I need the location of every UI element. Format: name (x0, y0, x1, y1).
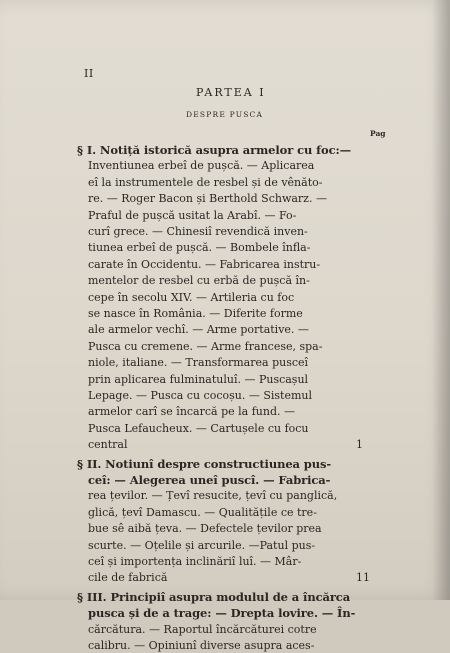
toc-entry-line: ceî: — Alegerea uneî puscî. — Fabrica- (88, 472, 331, 487)
toc-entry-line: eî la instrumentele de resbel și de vênăto- (88, 175, 323, 189)
toc-entry-line: cile de fabrică (88, 571, 168, 585)
toc-entry-line: Praful de pușcă usitat la Arabî. — Fo- (88, 208, 297, 222)
toc-entry-line: tiunea erbeî de pușcă. — Bombele înfla- (88, 241, 311, 255)
toc-entry-line: curî grece. — Chinesiî revendică inven- (88, 225, 308, 238)
toc-entry-line: carate în Occidentu. — Fabricarea instru- (88, 257, 321, 271)
toc-entry-line: pusca și de a trage: — Drepta lovire. — În- (88, 606, 356, 621)
toc-entry-line: bue sê aibă țeva. — Defectele țevilor prea (88, 522, 322, 536)
toc-entry-line: se nasce în România. — Diferite forme (88, 307, 303, 320)
toc-entry-heading: § I. Notiță istorică asupra armelor cu foc:— (77, 143, 352, 157)
toc-entry-line: cepe în secolu XIV. — Artileria cu foc (88, 290, 295, 304)
toc-entry-line: central (88, 438, 128, 452)
toc-page-ref: 11 (356, 571, 370, 585)
part-title: PARTEA I (196, 86, 266, 99)
toc-entry-line: prin aplicarea fulminatuluî. — Puscașul (88, 372, 309, 386)
toc-entry-line: Lepage. — Pusca cu cocoșu. — Sistemul (88, 389, 312, 402)
toc-entry-heading: § III. Principiî asupra modulul de a încărca (77, 589, 351, 604)
toc-entry-line: calibru. — Opiniunî diverse asupra aces- (88, 638, 315, 652)
page-spine-shadow (432, 0, 450, 600)
toc-page-ref: 1 (356, 438, 363, 452)
part-subtitle: DESPRE PUSCA (186, 110, 264, 119)
toc-entry-line: ceî și importența inclinăriî luî. — Mâr- (88, 554, 302, 568)
pag-column-label: Pag (370, 129, 386, 138)
toc-entry-line: Pusca Lefaucheux. — Cartușele cu focu (88, 421, 309, 435)
toc-entry-line: re. — Roger Bacon și Berthold Schwarz. — (88, 192, 327, 206)
toc-entry-line: Inventiunea erbeî de pușcă. — Aplicarea (88, 159, 315, 173)
toc-entry-line: cărcătura. — Raportul încărcăturei cotre (88, 622, 317, 636)
toc-entry-line: Pusca cu cremene. — Arme francese, spa- (88, 339, 323, 353)
toc-entry-line: mentelor de resbel cu erbă de pușcă în- (88, 274, 310, 288)
toc-entry-heading: § II. Notiunî despre constructiunea pus- (77, 456, 332, 471)
toc-entry-line: niole, italiane. — Transformarea pusceî (88, 356, 309, 370)
toc-entry-line: scurte. — Oțelile și arcurile. —Patul pus- (88, 538, 316, 552)
toc-entry-line: ale armelor vechî. — Arme portative. — (88, 323, 309, 337)
toc-entry-line: armelor carî se încarcă pe la fund. — (88, 405, 295, 419)
page-number: II (84, 67, 94, 80)
toc-entry-line: glică, țevî Damascu. — Qualitățile ce tre- (88, 505, 317, 519)
toc-entry-line: rea țevilor. — Țevî resucite, țevî cu panglică, (88, 489, 338, 503)
